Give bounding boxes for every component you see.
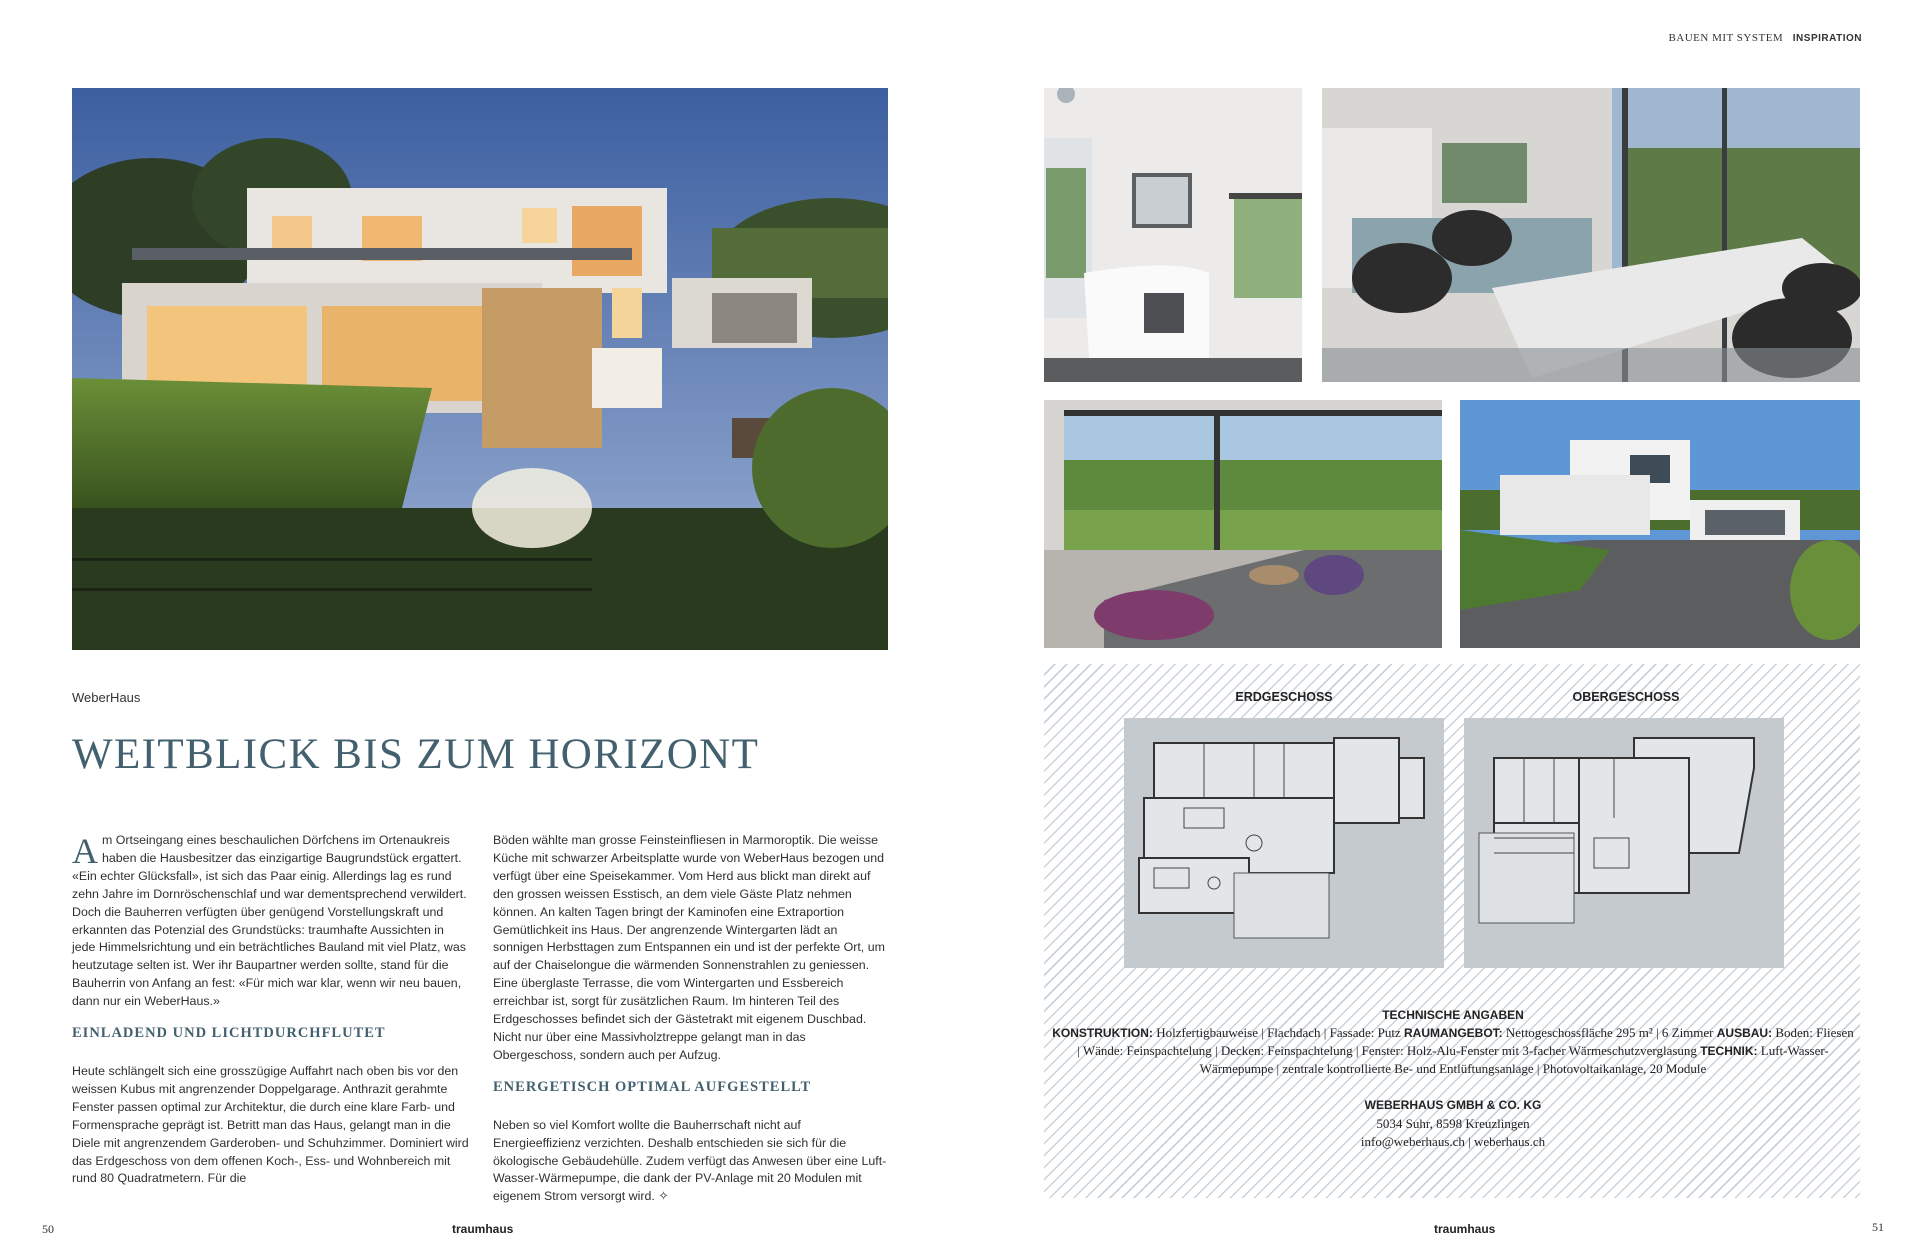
article-kicker: WeberHaus: [72, 690, 141, 705]
subheading-1: EINLADEND UND LICHTDURCHFLUTET: [72, 1025, 386, 1042]
page-number-left: 50: [42, 1222, 54, 1236]
bathroom-photo: [1044, 88, 1302, 382]
company-contact: info@weberhaus.ch | weberhaus.ch: [1360, 1134, 1546, 1149]
space-text: Nettogeschossfläche 295 m² | 6 Zimmer: [1505, 1025, 1714, 1040]
tech-title: TECHNISCHE ANGABEN: [1382, 1008, 1524, 1022]
section-label: BAUEN MIT SYSTEM: [1668, 32, 1784, 44]
finish-text: Boden: Fliesen | Wände: Feinspachtelung | Decken: Feinspachtelung | Fenster: Holz-Alu-Fenster mit 3-facher Wärmeschutzverglasung: [1077, 1025, 1854, 1059]
space-label: RAUMANGEBOT:: [1404, 1026, 1503, 1040]
paragraph-1: Am Ortseingang eines beschaulichen Dörfchens im Ortenaukreis haben die Hausbesitzer das einzigartige Baugrundstück ergattert. «Ein echter Glücksfall», ist sich das Paar einig. Allerdings lag es rund zehn Jahre im Dornröschenschlaf und war dementsprechend verwildert. Doch die Bauherren verfügten über genügend Vorstellungskraft und erkannten das Potenzial des Grundstücks: traumhafte Aussichten in jede Himmelsrichtung und ein beträchtliches Bauland mit viel Platz, was heutzutage selten ist. Wer ihr Baupartner werden sollte, stand für die Bauherrin von Anfang an fest: «Für mich war klar, wenn wir neu bauen, dann nur ein WeberHaus.»: [72, 831, 467, 1009]
construction-label: KONSTRUKTION:: [1052, 1026, 1153, 1040]
text-column-2: [493, 832, 891, 1206]
tech-label: TECHNIK:: [1700, 1044, 1758, 1059]
category-label: INSPIRATION: [1792, 33, 1862, 44]
finish-label: AUSBAU:: [1716, 1026, 1773, 1040]
brand-right: traumhaus: [1434, 1222, 1496, 1236]
paragraph-3: Böden wählte man grosse Feinsteinfliesen in Marmoroptik. Die weisse Küche mit schwarzer Arbeitsplatte wurde von WeberHaus bezogen und verfügt über eine Speisekammer. Vom Herd aus blickt man direkt auf den grossen weissen Esstisch, an dem viele Gäste Platz nehmen können. An kalten Tagen bringt der Kaminofen eine Extraportion Gemütlichkeit ins Haus. Der angrenzende Wintergarten lädt an sonnigen Herbsttagen zum Entspannen ein und ist der perfekte Ort, um auf der Chaiselongue die wärmenden Sonnenstrahlen zu geniessen. Eine überglaste Terrasse, die vom Wintergarten und Essbereich erreichbar ist, sorgt für zusätzlichen Raum. Im hinteren Teil des Erdgeschosses befindet sich der Gästetrakt mit eigenem Duschbad. Nicht nur über eine Massivholztreppe gelangt man in das Obergeschoss, sondern auch per Aufzug.: [493, 833, 885, 1062]
company-info: [1050, 1096, 1856, 1152]
subheading-2: ENERGETISCH OPTIMAL AUFGESTELLT: [493, 1078, 812, 1095]
text-column-1: [72, 832, 470, 1188]
running-header: [1668, 32, 1862, 44]
dropcap: A: [72, 831, 98, 871]
paragraph-2: Heute schlängelt sich eine grosszügige Auffahrt nach oben bis vor den weissen Kubus mit angrenzender Doppelgarage. Anthrazit gerahmte Fenster passen optimal zur Architektur, die durch eine klare Farb- und Formensprache geprägt ist. Betritt man das Haus, gelangt man in die Diele mit angrenzendem Garderoben- und Schuhzimmer. Dominiert wird das Erdgeschoss von dem offenen Koch-, Ess- und Wohnbereich mit rund 80 Quadratmetern. Für die: [72, 1063, 469, 1186]
ground-floor-title: ERDGESCHOSS: [1235, 690, 1333, 704]
exterior-driveway-photo: [1460, 400, 1860, 648]
company-address: 5034 Suhr, 8598 Kreuzlingen: [1376, 1115, 1530, 1131]
ground-floor-plan: [1124, 718, 1444, 968]
article-headline: WEITBLICK BIS ZUM HORIZONT: [72, 731, 760, 778]
company-name: WEBERHAUS GMBH & CO. KG: [1364, 1098, 1542, 1112]
construction-text: Holzfertigbauweise | Flachdach | Fassade: Putz: [1156, 1025, 1401, 1040]
tech-text: Luft-Wasser-Wärmepumpe | zentrale kontrollierte Be- und Entlüftungsanlage | Photovoltaikanlage, 20 Module: [1199, 1043, 1829, 1077]
dining-kitchen-photo: [1322, 88, 1860, 382]
page-number-right: 51: [1872, 1220, 1884, 1234]
tech-details: [1050, 1024, 1856, 1079]
brand-left: traumhaus: [452, 1222, 514, 1236]
hero-house-photo: [72, 88, 888, 650]
upper-floor-plan: [1464, 718, 1784, 968]
paragraph-4: Neben so viel Komfort wollte die Bauherrschaft nicht auf Energieeffizienz verzichten. Deshalb entschieden sie sich für die ökologische Gebäudehülle. Zudem verfügt das Anwesen über eine Luft-Wasser-Wärmepumpe, die dank der PV-Anlage mit 20 Modulen mit eigenem Strom versorgt wird. ✧: [493, 1117, 887, 1204]
living-room-photo: [1044, 400, 1442, 648]
upper-floor-title: OBERGESCHOSS: [1572, 690, 1680, 704]
